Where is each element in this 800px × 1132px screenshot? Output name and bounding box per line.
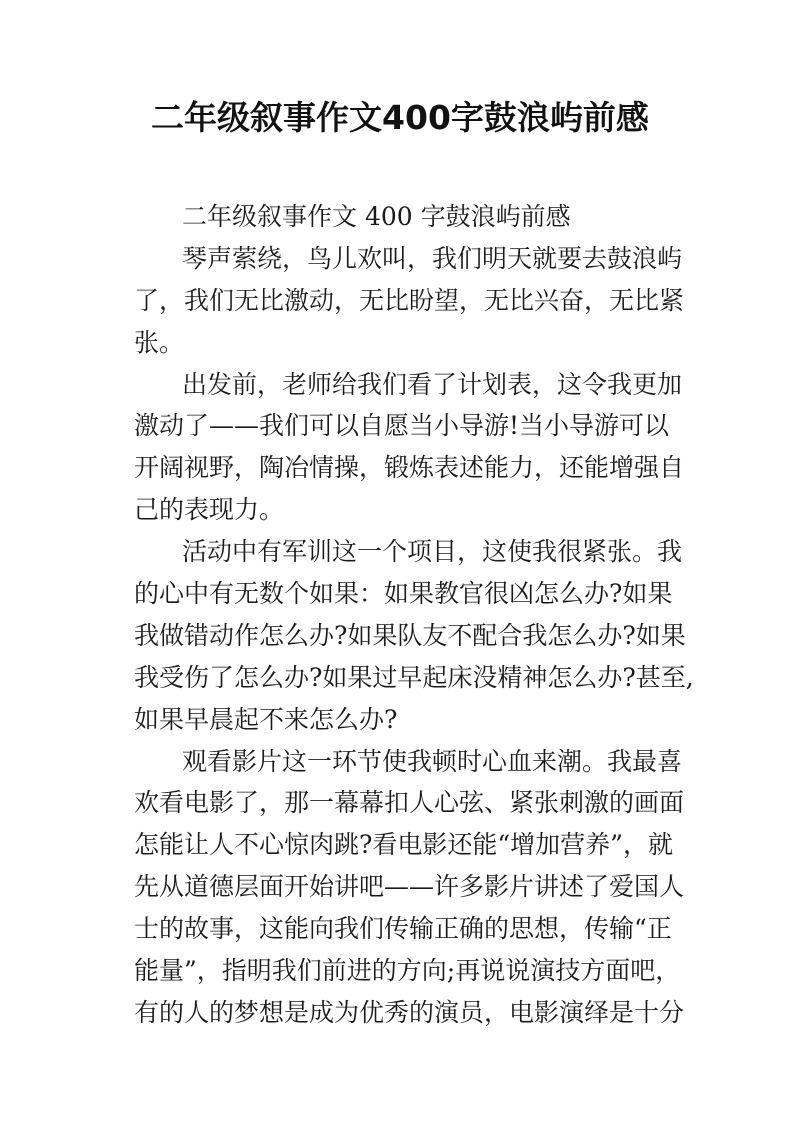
paragraph-3-line-2: 的心中有无数个如果：如果教官很凶怎么办?如果 xyxy=(134,579,673,609)
paragraph-2-line-3: 开阔视野，陶冶情操，锻炼表述能力，还能增强自 xyxy=(134,453,685,483)
paragraph-2-line-4: 己的表现力。 xyxy=(134,495,285,525)
subtitle-line: 二年级叙事作文 400 字鼓浪屿前感 xyxy=(182,202,571,231)
paragraph-3-line-1: 活动中有军训这一个项目，这使我很紧张。我 xyxy=(182,537,683,567)
document-title: 二年级叙事作文400字鼓浪屿前感 xyxy=(151,98,649,137)
paragraph-3-line-3: 我做错动作怎么办?如果队友不配合我怎么办?如果 xyxy=(134,620,686,650)
paragraph-2-line-2: 激动了——我们可以自愿当小导游!当小导游可以 xyxy=(134,411,670,441)
paragraph-2-line-1: 出发前，老师给我们看了计划表，这令我更加 xyxy=(182,369,683,399)
paragraph-4-line-7: 有的人的梦想是成为优秀的演员，电影演绎是十分 xyxy=(134,997,685,1027)
paragraph-1-line-1: 琴声萦绕，鸟儿欢叫，我们明天就要去鼓浪屿 xyxy=(182,243,683,273)
paragraph-4-line-3: 怎能让人不心惊肉跳?看电影还能“增加营养”，就 xyxy=(134,830,673,860)
document-body xyxy=(134,196,694,1034)
paragraph-1-line-3: 张。 xyxy=(134,327,185,357)
paragraph-3-line-4: 我受伤了怎么办?如果过早起床没精神怎么办?甚至, xyxy=(134,662,694,692)
paragraph-4-line-2: 欢看电影了，那一幕幕扣人心弦、紧张刺激的画面 xyxy=(134,788,685,818)
paragraph-1-line-2: 了，我们无比激动，无比盼望，无比兴奋，无比紧 xyxy=(134,285,685,315)
paragraph-4-line-6: 能量”，指明我们前进的方向;再说说演技方面吧， xyxy=(134,956,681,986)
paragraph-3-line-5: 如果早晨起不来怎么办? xyxy=(134,704,398,734)
paragraph-4-line-5: 士的故事，这能向我们传输正确的思想，传输“正 xyxy=(134,914,672,944)
paragraph-4-line-1: 观看影片这一环节使我顿时心血来潮。我最喜 xyxy=(182,746,683,776)
paragraph-4-line-4: 先从道德层面开始讲吧——许多影片讲述了爱国人 xyxy=(134,872,685,902)
